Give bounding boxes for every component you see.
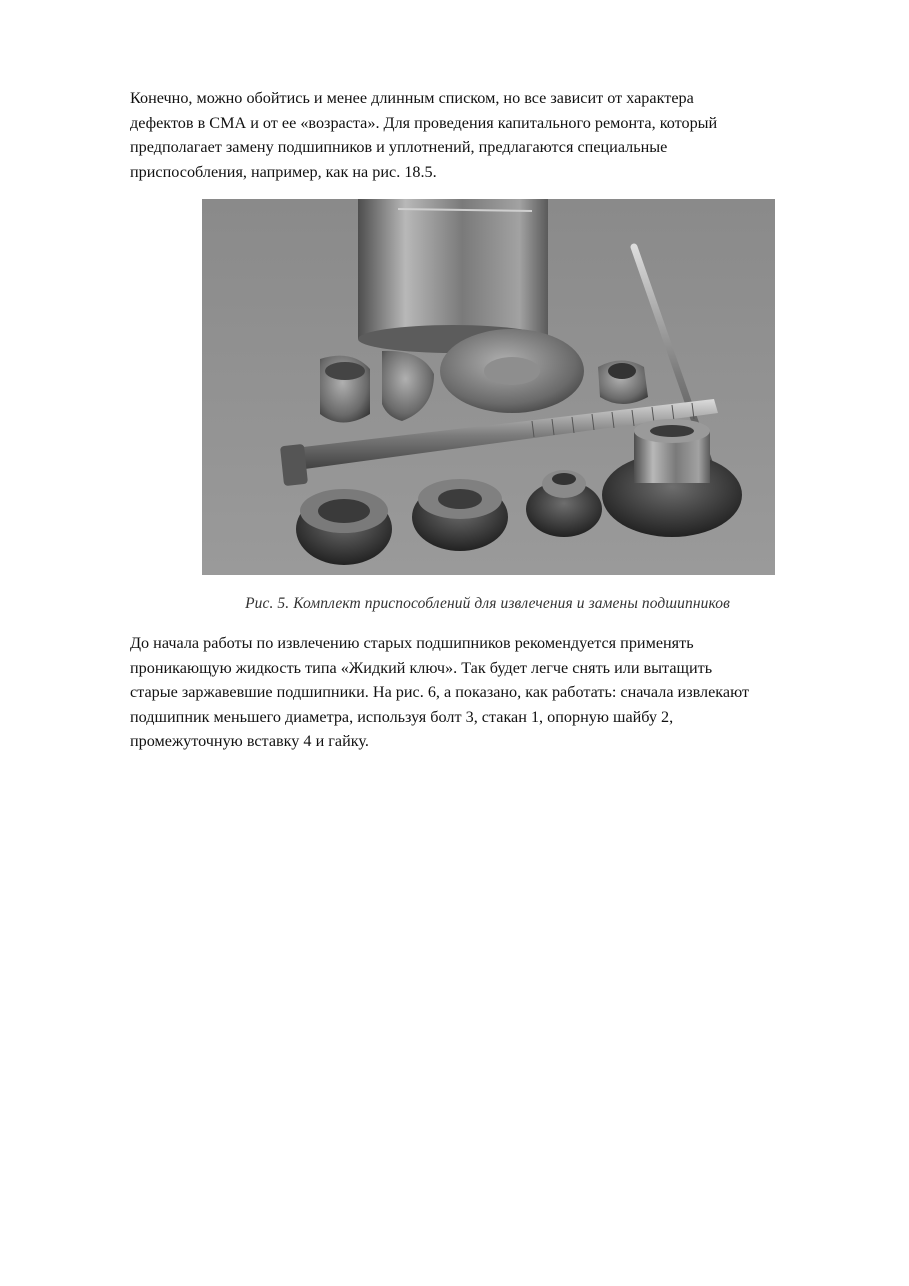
text-line: промежуточную вставку 4 и гайку. (130, 732, 369, 751)
text-line: проникающую жидкость типа «Жидкий ключ». Так будет легче снять или вытащить (130, 658, 713, 677)
text-line: подшипник меньшего диаметра, используя болт 3, стакан 1, опорную шайбу 2, (130, 707, 674, 726)
paragraph-instructions (130, 631, 840, 754)
figure-caption: Рис. 5. Комплект приспособлений для извлечения и замены подшипников (245, 595, 730, 612)
text-line: Конечно, можно обойтись и менее длинным списком, но все зависит от характера (130, 89, 694, 107)
figure-photo-bearing-tools (202, 199, 775, 575)
text-line: предполагает замену подшипников и уплотнений, предлагаются специальные (130, 138, 668, 157)
text-line: До начала работы по извлечению старых подшипников рекомендуется применять (130, 634, 694, 652)
paragraph-intro (130, 86, 820, 184)
text-line: приспособления, например, как на рис. 18.5. (130, 162, 437, 181)
text-line: старые заржавевшие подшипники. На рис. 6, а показано, как работать: сначала извлекают (130, 683, 750, 702)
text-line: дефектов в СМА и от ее «возраста». Для проведения капитального ремонта, который (130, 113, 718, 132)
